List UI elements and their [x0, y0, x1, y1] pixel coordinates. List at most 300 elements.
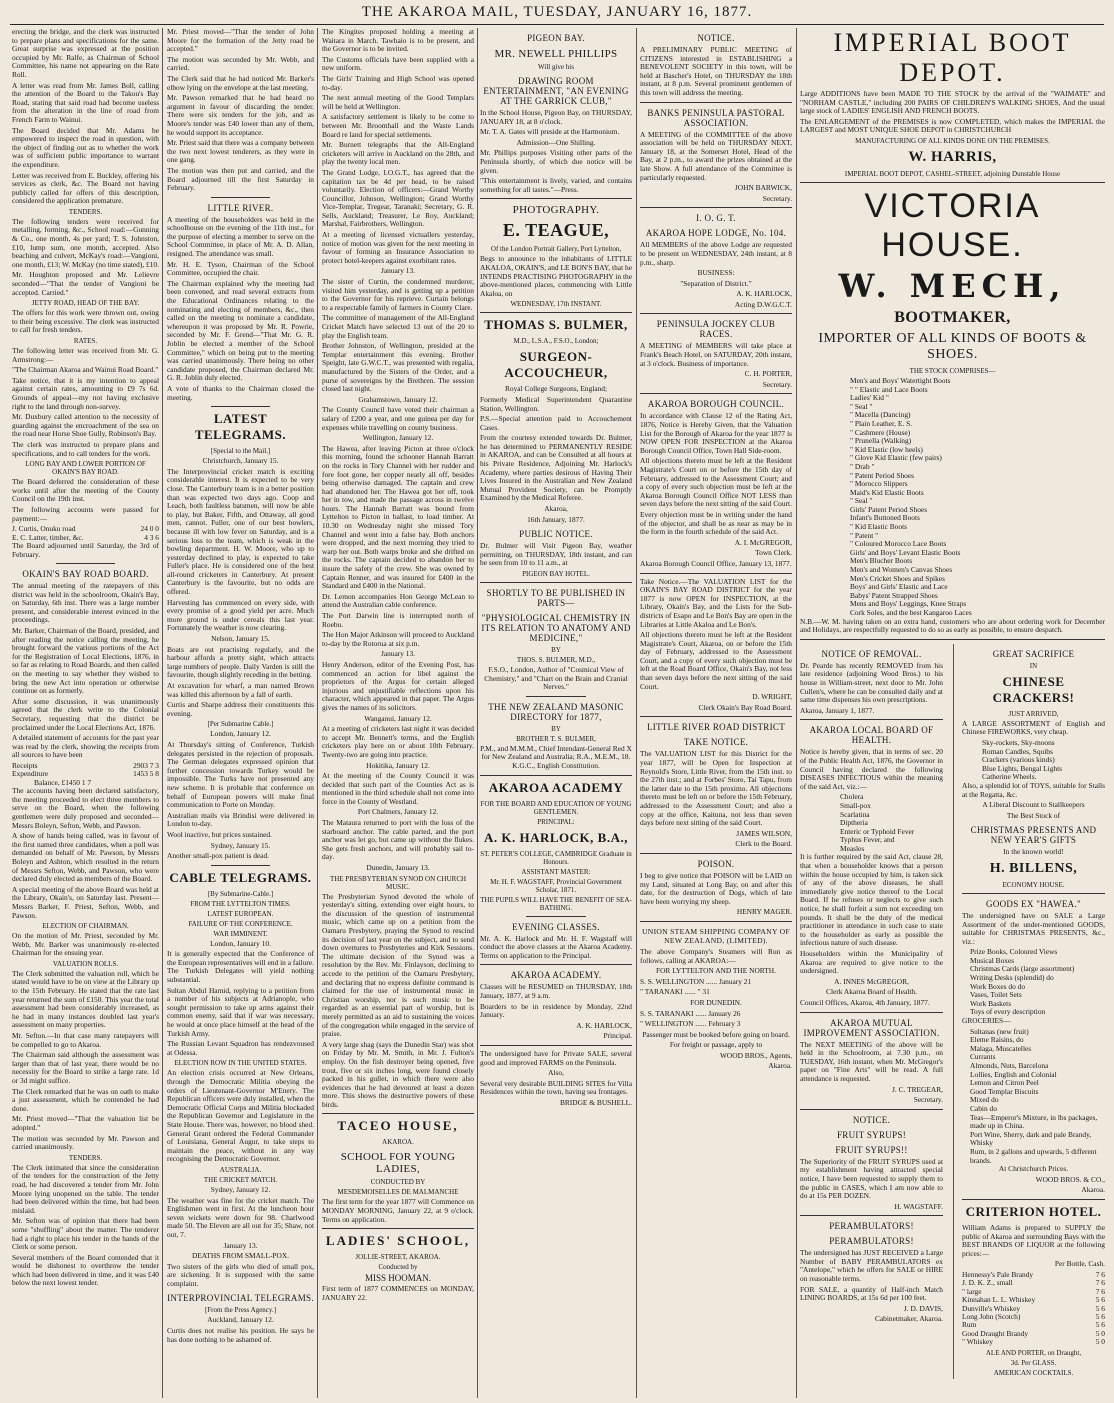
paragraph: At a meeting of licensed victuallers yesterday, notice of motion was given for the next meeting in favour of forming an Insurance Association to protect hotel-keepers against exorbitant rates.: [322, 230, 474, 265]
list-item: " Kid Elastic (low heels): [850, 444, 923, 454]
list-item: " Macella (Dancing): [850, 410, 911, 420]
list-item: Scarlatina: [840, 809, 870, 819]
paragraph: The Board deferred the consideration of these works until after the meeting of the County Council on the 19th inst.: [12, 477, 159, 504]
paragraph: The committee of management of the All-England Cricket Match have selected 13 out of the 20 to play the English team.: [322, 313, 474, 340]
paragraph: After some discussion, it was unanimously agreed that the clerk write to the Colonial Secretary, requesting that the district be proclaimed under the Local Elections Act, 1876.: [12, 696, 159, 732]
signature: BRIDGE & BUSHELL.: [559, 1097, 632, 1107]
paragraph: S. S. TARANAKI ...... January 26: [640, 1008, 741, 1018]
ad-subhead: Mr. H. F. WAGSTAFF, Provincial Government Scholar, 1871.: [490, 877, 622, 894]
section-subhead: ELECTION ROW IN THE UNITED STATES.: [174, 1059, 307, 1068]
divider: [640, 853, 792, 854]
signature: JAMES WILSON,: [736, 828, 792, 838]
table-cell: 5 0: [1095, 1337, 1105, 1347]
paragraph: The motion was then put and carried, and the Board adjourned till the first Saturday in February.: [167, 165, 314, 193]
ad-subhead: MANUFACTURING OF ALL KINDS DONE ON THE PREMISES.: [855, 136, 1050, 145]
list-item: Lollies, English and Colonial: [970, 1069, 1057, 1079]
signature: J. D. DAVIS,: [903, 1303, 943, 1313]
section-heading: LITTLE RIVER.: [207, 202, 274, 213]
dateline: January 13.: [223, 1240, 258, 1250]
paragraph: Mr. Burnett telegraphs that the All-England cricketers will arrive in Auckland on the 28th, and play the twenty local men.: [322, 140, 474, 167]
paragraph: The next annual meeting of the Good Templars will be held at Wellington.: [322, 93, 474, 111]
table-cell: Balance, £1450 1 7: [34, 777, 92, 787]
ad-heading: EVENING CLASSES.: [512, 921, 600, 932]
paragraph: 16th January, 1877.: [527, 514, 585, 524]
paragraph: Akaroa Borough Council Office, January 13, 1877.: [640, 558, 792, 568]
paragraph: All objections thereto must be left at the Resident Magistrate's Court, Akaroa, on or before the 15th day of February, addressed to the Assessment Court, and a copy of every such objection must be left at the Road Board Office, Okain's Bay, not less than seven days before the next sitting of the said Court.: [640, 630, 792, 691]
paragraph: Mr. Duxbury called attention to the necessity of guarding against the encroachment of the sea on the road near Horse Shoe Gully, Robinson's Bay.: [12, 412, 159, 439]
ad-heading: POISON.: [697, 858, 735, 869]
list-item: Almonds, Nuts, Barcelona: [970, 1061, 1049, 1070]
list-item: Prize Books, Coloured Views: [970, 947, 1058, 957]
paragraph: Wool inactive, but prices sustained.: [167, 829, 272, 839]
paragraph: Akaroa, January 1, 1877.: [800, 705, 875, 715]
divider: [640, 313, 792, 314]
section-subhead: [Per Submarine Cable.]: [207, 720, 274, 729]
divider: [480, 1045, 632, 1046]
ad-subhead: CONDUCTED BY: [370, 1178, 426, 1187]
paragraph: The Chairman said although the assessment was larger than that of last year, there would be no necessity for the Board to strike a large rate. 1d or 3d might suffice.: [12, 1050, 159, 1085]
table-row: [962, 1313, 1105, 1321]
paragraph: The motion was seconded by Mr. Webb, and carried.: [167, 54, 314, 73]
paragraph: Royal College Surgeons, England;: [504, 384, 608, 394]
paragraph: Henry Anderson, editor of the Evening Post, has commenced an action for libel against the proprietors of the Argus for certain alleged injurious and unjustifiable reflections upon his character, which appeared in that paper. The Argus gives the names of its solicitors.: [322, 659, 474, 712]
section-subhead: FAILURE OF THE CONFERENCE.: [188, 919, 293, 928]
ad-subhead: PIGEON BAY HOTEL.: [522, 570, 590, 578]
ads-left: [800, 644, 943, 1379]
paragraph: The Superiority of the FRUIT SYRUPS used at my establishment having attracted special notice, I have been requested to supply them to the public in CASES, which I am now able to do at 15s PER DOZEN.: [800, 1156, 943, 1201]
list-item: Crackers (various kinds): [982, 755, 1055, 765]
ad-heading: GOODS EX "HAWEA.": [986, 898, 1081, 909]
paragraph: Australian mails via Brindisi were delivered in London to-day.: [167, 810, 314, 829]
table-cell: 2903 7 3: [133, 760, 159, 770]
list-item: Measles: [840, 843, 865, 853]
divider: [800, 639, 1105, 640]
list-item: Catherine Wheels.: [982, 772, 1037, 782]
list-item: Mixed do: [970, 1095, 999, 1105]
signature: JOHN BARWICK,: [734, 183, 792, 193]
signature: Secretary.: [762, 379, 792, 389]
liquor-price-table: [962, 1271, 1105, 1347]
table-cell: 5 6: [1095, 1295, 1105, 1305]
divider: [480, 964, 632, 965]
ad-heading: BANKS PENINSULA PASTORAL ASSOCIATION.: [647, 107, 785, 128]
list-item: Enteric or Typhoid Fever: [840, 826, 915, 836]
list-item: Roman Candles, Squibs: [982, 746, 1053, 756]
paragraph: Council Offices, Akaroa, 4th January, 1877.: [800, 997, 930, 1007]
column-rule: [162, 28, 163, 1398]
paragraph: It is further required by the said Act, clause 28, that when a householder knows that a person within the house occupied by him, is taken sick of any of the above diseases, he shall immediately give notice thereof to the Local Board. If he refuses or neglects to give such notice, he shall forfeit a sum not exceeding ten pounds. It shall be the duty of the medical practitioner in attendance in such case to state to the householder as early as possible the infectious nature of such disease.: [800, 852, 943, 948]
section-subhead: ELECTION OF CHAIRMAN.: [42, 922, 129, 931]
ads-right: [953, 644, 1105, 1379]
column-3: [322, 28, 474, 1398]
ad-heading: IMPERIAL BOOT DEPOT.: [833, 28, 1072, 87]
list-item: Diptheria: [840, 818, 868, 828]
list-item: Eleme Raisins, do: [970, 1035, 1024, 1045]
table-cell: Hennessy's Pale Brandy: [962, 1269, 1034, 1279]
ad-heading: W. MECH,: [838, 266, 1067, 305]
list-item: Work Baskets: [970, 998, 1012, 1008]
list-item: Men's and Women's Canvas Shoes: [850, 565, 953, 575]
ad-heading: PERAMBULATORS!: [829, 1221, 914, 1232]
dateline: Wellington, January 12.: [362, 433, 434, 443]
signature: Clerk Okain's Bay Road Board.: [698, 702, 792, 712]
ad-heading: AKAROA LOCAL BOARD OF HEALTH.: [809, 725, 934, 746]
paragraph: A special meeting of the above Board was held at the Library, Okain's, on Saturday last. Present—Messrs Barker, F. Priest, Sefton, Webb, and Pawson.: [12, 884, 159, 920]
list-item: Boys' and Girls' Elastic and Lace: [850, 582, 948, 592]
list-item: Typhus Fever, and: [840, 835, 895, 845]
paragraph: Two sisters of the girls who died of small pox, are sickening. It is supposed with the same complaint.: [167, 1261, 314, 1288]
paragraph: Formerly Medical Superintendent Quarantine Station, Wellington.: [480, 394, 632, 413]
list-item: Babys' Patent Strapped Shoes: [850, 590, 938, 600]
divider: [640, 102, 792, 103]
dateline: London, January 12.: [210, 729, 271, 739]
signature: A. I. McGREGOR,: [734, 537, 792, 547]
table-cell: 24 0 0: [140, 524, 159, 534]
paragraph: S. S. WELLINGTON ...... January 21: [640, 976, 752, 986]
grocery-list: [970, 1028, 1105, 1166]
paragraph: Mr. Houghton proposed and Mr. Lelievre seconded—"That the tender of Vangioni be accepted. Carried.": [12, 270, 159, 297]
paragraph: "This entertainment is lively, varied, and contains something for all tastes."—Press.: [480, 176, 632, 194]
section-subhead: [By Submarine-Cable.]: [207, 889, 274, 898]
list-item: Girls' Patent Period Shoes: [850, 504, 928, 514]
paragraph: The undersigned have for Private SALE, several good and improved FARMS on the Peninsula.: [480, 1048, 632, 1067]
paragraph: The Chairman explained why the meeting had been convened, and read several extracts from the Educational Ordinances relating to the nominating and electing of members, &c., then called on the meeting to nominate a candidate, whereupon it was proposed by Mr. R. Powrie, seconded by Mr. F. Grend—"That Mr. G. R. Joblin be elected a member of the School Committee," which on being put to the meeting was carried unanimously. There being no other candidate proposed, the Chairman declared Mr. G. R. Joblin duly elected.: [167, 278, 314, 383]
divider: [526, 916, 587, 917]
paragraph: A satisfactory settlement is likely to be come to between Mr. Broomhall and the Waste Lands Board re land for special settlements.: [322, 112, 474, 139]
ad-heading: MR. NEWELL PHILLIPS: [494, 48, 618, 60]
ad-subhead: AKAROA.: [382, 1138, 414, 1147]
paragraph: In the known world!: [1003, 847, 1064, 857]
paragraph: It is generally expected that the Conference of the European representatives will end in a failure. The Turkish Delegates will yield nothing substantial.: [167, 949, 314, 985]
ad-subhead: BROTHER T. S. BULMER,: [516, 734, 596, 743]
table-cell: " large: [962, 1286, 982, 1296]
paragraph: The Board decided that Mr. Adams be empowered to inspect the road in question, with the object of finding out as to whether the work was of sufficient public importance to warrant the expenditure.: [12, 125, 159, 169]
paragraph: FOR SALE, a quantity of Half-inch Match LINING BOARDS, at 15s 6d per 100 feet.: [800, 1284, 943, 1303]
divider: [962, 1199, 1105, 1200]
paragraph: A letter was read from Mr. James Boll, calling the attention of the Board to the Takou's Bay Road, stating that said road had become useless from the alteration in the line of road from French Farm to Wainui.: [12, 80, 159, 124]
table-cell: J. Curtis, Onuku road: [12, 524, 76, 534]
list-item: Blue Lights, Bengal Lights: [982, 763, 1063, 773]
ad-heading: NOTICE.: [852, 1114, 891, 1125]
table-cell: 7 6: [1095, 1278, 1105, 1288]
paragraph: " TARANAKI ...... " 31: [640, 987, 710, 997]
divider: [480, 198, 632, 199]
disease-list: [840, 793, 943, 853]
paragraph: Akaroa,: [544, 504, 568, 514]
paragraph: Classes will be RESUMED on THURSDAY, 18th January, 1877, at 9 a.m.: [480, 982, 632, 1000]
divider: [322, 1228, 474, 1229]
dateline: Christchurch, January 15.: [202, 456, 279, 466]
ad-subhead: IN: [1029, 661, 1038, 670]
signature: Principal.: [603, 1031, 632, 1041]
section-heading: OKAIN'S BAY ROAD BOARD.: [22, 569, 149, 580]
hawea-list: [970, 948, 1105, 1017]
paragraph: Mr. Priest said that there was a company between the two next lowest tenderers, as they were in one gang.: [167, 138, 314, 165]
divider: [640, 716, 792, 717]
divider: [640, 921, 792, 922]
signature: H. WAGSTAFF.: [894, 1201, 943, 1211]
ad-heading: PERAMBULATORS!: [829, 1236, 914, 1247]
signature: J. C. TREGEAR,: [892, 1084, 943, 1094]
table-cell: 7 6: [1095, 1269, 1105, 1279]
list-item: " " Elastic and Lace Boots: [850, 384, 928, 394]
signature: Cabinetmaker, Akaroa.: [874, 1314, 943, 1324]
ad-subhead: ECONOMY HOUSE.: [1002, 880, 1065, 889]
ad-subhead: JUST ARRIVED,: [1008, 709, 1059, 718]
list-item: Rum, in 2 gallons and upwards, 5 different brands.: [970, 1146, 1097, 1165]
list-item: Malaga, Muscatelles: [970, 1043, 1032, 1053]
paragraph: The Board adjourned until Saturday, the 3rd of February.: [12, 540, 159, 559]
section-subhead: [From the Press Agency.]: [204, 1306, 277, 1315]
dateline: Wanganui, January 12.: [364, 713, 432, 723]
paragraph: At Christchurch Prices.: [998, 1164, 1069, 1174]
paragraph: The Clerk submitted the valuation roll, which he stated would have to be on view at the Library up to the 15th February. He stated that the rate last year returned the sum of £150. This year the total assessment had been considerably increased, as he had in many instances doubled last year's assessment on many properties.: [12, 968, 159, 1030]
signature: Akaroa.: [768, 1061, 792, 1071]
paragraph: Curtis does not realise his position. He says he has done nothing to be ashamed of.: [167, 1326, 314, 1344]
list-item: Men's and Boys' Watertight Boots: [850, 375, 951, 385]
dateline: Port Chalmers, January 12.: [357, 807, 439, 817]
list-item: " Morocco Slippers: [850, 479, 908, 489]
paragraph: Mr. Sefton was of opinion that there had been some "shuffling" about the matter. The tenderer had a right to place his tender in the hands of the Clerk or some person.: [12, 1216, 159, 1252]
paragraph: The Customs officials have been supplied with a new uniform.: [322, 54, 474, 73]
table-cell: Long John (Scotch): [962, 1311, 1021, 1321]
paragraph: Admission—One Shilling.: [516, 137, 596, 147]
signature: Secretary.: [762, 193, 792, 203]
paragraph: On the motion of Mr. Priest, seconded by Mr. Webb, Mr. Barker was unanimously re-elected Chairman for the ensuing year.: [12, 931, 159, 958]
paragraph: Mr. T. A. Gates will preside at the Harmonium.: [480, 127, 620, 137]
section-subhead: FROM THE LYTTELTON TIMES.: [190, 899, 291, 908]
signature: Clerk Akaroa Board of Health.: [826, 987, 917, 997]
signature: D. WRIGHT,: [752, 692, 792, 702]
paragraph: P.M., and M.M.M., Chief Intendant-General Red X for New Zealand and Australia; R.A., M.E.M., 18. K.G.C., English Constitution.: [480, 743, 632, 770]
list-item: " Plain Leather, E. S.: [850, 418, 913, 428]
divider: [640, 573, 792, 574]
ad-subhead: BY: [551, 646, 561, 654]
signature: Akaroa.: [1081, 1185, 1105, 1195]
paragraph: The undersigned has JUST RECEIVED a Large Number of BABY PERAMBULATORS ex "Antelope," which he offers for SALE or HIRE on reasonable terms.: [800, 1248, 943, 1284]
paragraph: A detailed statement of accounts for the past year was read by the clerk, showing the receipts from all sources to have been: [12, 733, 159, 760]
paragraph: Mr. H. E. Tyson, Chairman of the School Committee, occupied the chair.: [167, 259, 314, 278]
table-cell: 5 6: [1095, 1311, 1105, 1321]
section-subhead: THE PRESBYTERIAN SYNOD ON CHURCH MUSIC.: [329, 874, 467, 891]
ad-heading: A. K. HARLOCK, B.A.,: [484, 829, 628, 845]
divider: [800, 1215, 943, 1216]
table-cell: 5 6: [1095, 1303, 1105, 1313]
signature: C. H. PORTER,: [744, 369, 792, 379]
ad-heading: VICTORIA HOUSE.: [864, 186, 1041, 264]
ad-subhead: THE PUPILS WILL HAVE THE BENEFIT OF SEA-BATHING.: [480, 895, 632, 912]
divider: [800, 182, 1105, 183]
paragraph: The Best Stock of: [1006, 810, 1061, 820]
signature: Secretary.: [913, 1095, 943, 1105]
ad-heading: AKAROA ACADEMY.: [510, 970, 602, 981]
ad-heading: PUBLIC NOTICE.: [519, 529, 593, 540]
ad-heading: SURGEON-ACCOUCHEUR,: [504, 349, 608, 381]
section-subhead: RATES.: [73, 337, 98, 345]
dateline: January 13.: [380, 266, 416, 276]
ad-heading: IMPORTER OF ALL KINDS OF BOOTS & SHOES.: [818, 330, 1087, 362]
paragraph: N.B.—W. M. having taken on an extra hand, customers who are about ordering work for December and Holidays, are respectfully requested to do so as early as possible, to ensure despatch.: [800, 616, 1105, 635]
paragraph: Sultan Abdul Hamid, replying to a petition from a number of his subjects at Adrianople, who sought permission to take up arms against their common enemy, said that if war was necessary, he would at once place himself at the head of the Turkish Army.: [167, 985, 314, 1038]
paragraph: Also,: [548, 1068, 564, 1078]
paragraph: From the courtesy extended towards Dr. Bulmer, he has determined to PERMANENTLY RESIDE in AKAROA, and can be Consulted at all hours at his Private Residence, Adjoining Mr. Harlock's Academy, where parties desirous of Having Their Lives Insured in the Australian and New Zealand Mutual Provident Society, can be Promptly Examined by the Medical Referee.: [480, 433, 632, 503]
table-cell: Dunville's Whiskey: [962, 1303, 1021, 1313]
paragraph: The motion was seconded by Mr. Pawson and carried unanimously.: [12, 1133, 159, 1152]
paragraph: At excavation for wharf, a man named Brown was killed this afternoon by a fall of earth.: [167, 681, 314, 699]
ad-heading: I. O. G. T.: [696, 213, 736, 224]
ad-heading: PENINSULA JOCKEY CLUB RACES.: [656, 319, 776, 340]
paragraph: A LARGE ASSORTMENT of English and Chinese FIREWORKS, very cheap.: [962, 718, 1105, 737]
divider: [640, 393, 792, 394]
paragraph: Several very desirable BUILDING SITES for Villa Residences within the town, having sea frontages.: [480, 1078, 632, 1097]
list-item: " Seal ": [850, 496, 873, 506]
table-cell: 4 3 6: [144, 532, 159, 542]
signature: WOOD BROS., Agents,: [719, 1050, 792, 1060]
paragraph: The clerk was instructed to prepare plans and specifications, and to call tenders for the work.: [12, 439, 159, 458]
paragraph: The Russian Levant Squadron has rendezvoused at Odessa.: [167, 1039, 314, 1057]
paragraph: Per Bottle, Cash.: [1054, 1259, 1105, 1269]
divider: [211, 406, 270, 407]
paragraph: The Clerk said that he had noticed Mr. Barker's elbow lying on the envelope at the last meeting.: [167, 73, 314, 92]
section-heading: INTERPROVINCIAL TELEGRAMS.: [167, 1293, 314, 1304]
ad-heading: PIGEON BAY.: [527, 33, 585, 43]
dateline: Hokitika, January 12.: [366, 760, 430, 770]
column-rule: [477, 28, 478, 1398]
paragraph: Every objection must be in writing under the hand of the objector, and shall be as near as may be in the form in the fourth schedule of the said Act.: [640, 509, 792, 537]
dateline: London, January 10.: [210, 938, 271, 948]
table-cell: Receipts: [12, 760, 38, 770]
ad-subhead: THE STOCK COMPRISES—: [909, 366, 996, 375]
paragraph: All MEMBERS of the above Lodge are requested to be present on WEDNESDAY, 24th instant, at 8 p.m., sharp.: [640, 240, 792, 267]
paragraph: Mr. Priest moved—"That the tender of John Moore for the formation of the Jetty road be accepted.": [167, 28, 314, 54]
column-2: [167, 28, 314, 1398]
ad-subhead: Of the London Portrait Gallery, Port Lyttelton,: [490, 245, 622, 254]
paragraph: Mr. Phillips purposes Visiting other parts of the Peninsula shortly, of which due notice will be given.: [480, 148, 632, 175]
table-cell: 5 6: [1095, 1320, 1105, 1330]
paragraph: I beg to give notice that POISON will be LAID on my Land, situated at Long Bay, on and after this date, for the destruction of Dogs, which of late have been worrying my sheep.: [640, 870, 792, 906]
paragraph: At Thursday's sitting of Conference, Turkish delegates persisted in the rejection of proposals. The German delegates expressed opinion that further concession towards Turkey would be impossible. The Turks have not presented any new scheme. It is probable that conference on behalf of European powers will make final communication to Porte on Monday.: [167, 739, 314, 810]
paragraph: A vote of thanks to the Chairman closed the meeting.: [167, 383, 314, 402]
accounts-table: [12, 525, 159, 542]
list-item: Men's Cricket Shoes and Spikes: [850, 573, 945, 583]
ad-heading: PHOTOGRAPHY.: [512, 204, 600, 217]
list-item: Sky-rockets, Sky-moons: [982, 737, 1055, 747]
paragraph: Several members of the Board contended that it would be dishonest to overthrow the tender which had been delivered in time, and it was £40 below the next lowest tender.: [12, 1252, 159, 1288]
ad-heading: NOTICE.: [697, 33, 735, 43]
paragraph: The Presbyterian Synod devoted the whole of yesterday's sitting, extending over eight hours, to the discussion of the question of instrumental music, which came up on a petition from the Oamaru Presbytery, praying the Synod to rescind its decision of last year on the subject, and to send down overtures to Presbyteries and Kirk Sessions. The ultimate decision of the Synod was a resolution by the Rev. Mr. Finlayson, declining to accede to the petition of the Oamaru Presbytery, and declaring that no express definite command is claimed for the use of instrumental music in Christian worship, nor is such music to be regarded as an essential part of worship, but is merely permitted as an aid to sustaining the voices of the congregation while engaged in the service of praise.: [322, 891, 474, 1039]
dateline: Sydney, January 12.: [210, 1184, 271, 1194]
section-subhead: [Special to the Mail.]: [210, 447, 271, 456]
list-item: Lemon and Citron Peel: [970, 1078, 1039, 1088]
paragraph: The offers for this work were thrown out, owing to their being excessive. The clerk was instructed to call for fresh tenders.: [12, 308, 159, 335]
paragraph: The Clerk remarked that he was on oath to make a just assessment, which he contended he had done.: [12, 1086, 159, 1113]
list-item: Christmas Cards (large assortment): [970, 964, 1075, 974]
paragraph: Dr. Pearde has recently REMOVED from his late residence (adjoining Wood Bros.) to his house in William-street, next door to Mr. John Cullen's, where he can be consulted daily and at same time dispenses his own prescriptions.: [800, 660, 943, 705]
list-item: Small-pox: [840, 800, 871, 810]
ad-heading: BOOTMAKER,: [894, 308, 1011, 326]
ad-heading: FRUIT SYRUPS!: [836, 1129, 906, 1140]
list-item: Men's Blucher Boots: [850, 556, 913, 566]
paragraph: F.S.O., London, Author of "Cosmical View of Chemistry," and "Chart on the Brain and Cranial Nerves.": [484, 665, 628, 692]
ad-heading: AKAROA BOROUGH COUNCIL.: [647, 399, 785, 410]
ad-subhead: Conducted by: [378, 1263, 418, 1272]
ad-subhead: WEDNESDAY, 17th INSTANT.: [510, 300, 602, 309]
list-item: Cabin do: [970, 1103, 997, 1113]
paragraph: Also, a splendid lot of TOYS, suitable for Stalls at the Regatta, &c.: [962, 780, 1105, 799]
table-cell: 7 6: [1095, 1286, 1105, 1296]
signature: A. K. HARLOCK,: [576, 1020, 632, 1030]
ad-subhead: BY: [551, 724, 561, 733]
list-item: Currants: [970, 1052, 996, 1062]
divider: [211, 865, 270, 866]
signature: Town Clerk.: [755, 548, 792, 558]
paragraph: Passenger must be booked before going on board.: [642, 1029, 790, 1039]
ad-subhead: ASSISTANT MASTER:: [521, 867, 591, 876]
paragraph: Another small-pox patient is dead.: [167, 851, 270, 861]
paragraph: Brother Johnston, of Wellington, presided at the Templar entertainment this evening. Brother Speight, late G.W.C.T., was presented with regalia, manufactured by the Sisters of the Order, and a purse of sovereigns by the Brethren. The session closed last night.: [322, 341, 474, 394]
ad-subhead: ALE AND PORTER, on Draught,: [985, 1348, 1082, 1357]
section-subhead: TENDERS.: [68, 1153, 103, 1162]
paragraph: The sister of Curtin, the condemned murderer, visited him yesterday, and is getting up a petition to the Governor for his reprieve. Curtain belongs to a respectable family of farmers in County Clare.: [322, 277, 474, 312]
paragraph: A MEETING of MEMBERS will take place at Frank's Beach Hotel, on SATURDAY, 20th instant, at 3 o'clock. Business of importance.: [640, 341, 792, 368]
list-item: Teas—Emperor's Mixture, in lbs packages, made up in China.: [970, 1112, 1098, 1131]
list-item: Toys of every description: [970, 1007, 1046, 1017]
section-heading: LATEST TELEGRAMS.: [194, 411, 287, 443]
list-item: Infant's Buttoned Boots: [850, 513, 920, 523]
stock-list: [850, 377, 1105, 618]
paragraph: The VALUATION LIST for this District for the year 1877, will be Open for Inspection at Reynold's Store, Little River, from the 15th inst. to the 27th inst.; and at Forbes' Store, Tai Tapu, from the latter date to the 15th proximo. All objections thereto must be left on or before the 15th February, addressed to the Assessment Court; and also a copy at the office, Kaituna, not less than seven days before next sitting of the said Court.: [640, 749, 792, 828]
dateline: Auckland, January 12.: [207, 1315, 274, 1325]
ad-heading: UNION STEAM SHIPPING COMPANY OF NEW ZEALAND, (LIMITED).: [642, 926, 790, 945]
ad-heading: E. TEAGUE,: [502, 220, 610, 241]
paragraph: The Hon Major Atkinson will proceed to Auckland to-day by the Rotorua at six p.m.: [322, 630, 474, 648]
paragraph: Harvesting has commenced on every side, with every promise of a good yield per acre. Much more ground is under cereals this last year. Fortunately the weather is now clearing.: [167, 597, 314, 633]
paragraph: A PRELIMINARY PUBLIC MEETING of CITIZENS interested in ESTABLISHING a BENEVOLENT SOCIETY in this town, will be held at Bascher's Hotel, on THURSDAY the 18th instant, at 8 p.m. Several prominent gentlemen of this town will address the meeting.: [640, 45, 792, 97]
ad-subhead: MISS HOOMAN.: [364, 1273, 431, 1284]
list-item: " Drab ": [850, 461, 875, 471]
balance-table: [12, 762, 159, 787]
paragraph: The following tenders were received for metalling, forming, &c., School road:—Gunning & Co., one month, 4s per yard; T. S. Johnston, £10, lump sum, one month, accepted. Also beaching and culvert, McKay's road:—Vangioni, one month, £13; W. McKay (no time stated), £10.: [12, 216, 159, 269]
paragraph: A show of hands being called, was in favour of the first named three candidates, when a poll was demanded on behalf of Mr. Pawson, by Messrs Boleyn and Ashton, which resulted in the return of Messrs Sefton, Webb, and Pawson, who were declared duly elected as members of the Board.: [12, 831, 159, 884]
column-6: [800, 26, 1105, 1396]
paragraph: The Kingites proposed holding a meeting at Waitara in March. Tawhaio is to be present, and the Governor is to be invited.: [322, 28, 474, 54]
ad-subhead: PRINCIPAL:: [537, 817, 575, 826]
ad-heading: CHRISTMAS PRESENTS AND NEW YEAR'S GIFTS: [970, 825, 1097, 846]
divider: [526, 696, 587, 697]
table-cell: 5 0: [1095, 1328, 1105, 1338]
table-cell: Expenditure: [12, 769, 49, 779]
ad-heading: NOTICE OF REMOVAL.: [821, 648, 922, 659]
paragraph: Begs to announce to the inhabitants of LITTLE AKALOA, OKAIN'S, and LE BON'S BAY, that he INTENDS PRACTISING PHOTOGRAPHY in the above-mentioned places, commencing with Little Akaloa, on: [480, 254, 632, 298]
paragraph: "Separation of District.": [680, 278, 752, 288]
paragraph: The following accounts were passed for payment:—: [12, 504, 159, 523]
paragraph: Curtis and Sharpe address their constituents this evening.: [167, 700, 314, 718]
divider: [211, 197, 270, 198]
paragraph: The Port Darwin line is interrupted north of Roebu.: [322, 611, 474, 629]
section-subhead: LATEST EUROPEAN.: [207, 909, 274, 918]
divider: [800, 1109, 943, 1110]
list-item: " Patent Period Shoes: [850, 470, 914, 480]
ad-subhead: MESDEMOISELLES DE MALMANCHE: [337, 1188, 459, 1197]
divider: [800, 1012, 943, 1013]
signature: Clerk to the Board.: [735, 839, 792, 849]
paragraph: " WELLINGTON ...... February 3: [640, 1019, 741, 1029]
list-item: Mens and Boys' Leggings, Knee Straps: [850, 599, 967, 609]
dateline: Nelson, January 15.: [211, 634, 270, 644]
paragraph: At a meeting of cricketers last night it was decided to accept Mr. Bennett's terms, and the English cricketers play here on or about 10th February. Twenty-two are going into practice.: [322, 724, 474, 759]
divider: [800, 719, 943, 720]
paragraph: For freight or passage, apply to: [669, 1040, 763, 1050]
